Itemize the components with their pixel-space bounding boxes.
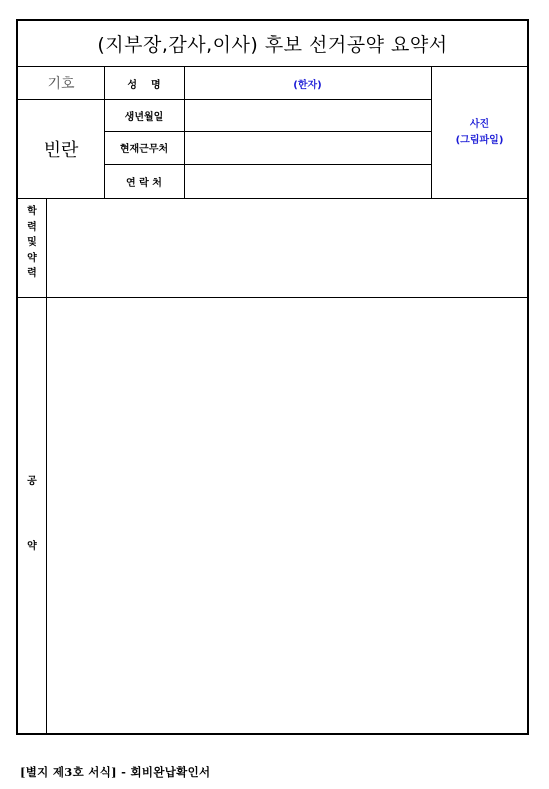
symbol-label: 기호 — [47, 76, 75, 92]
education-label-char: 학 — [27, 206, 37, 217]
education-label-char: 력 — [27, 268, 37, 279]
photo-box[interactable] — [432, 67, 527, 198]
pledge-label-char: 약 — [27, 541, 37, 552]
education-label-char: 력 — [27, 221, 37, 233]
education-field[interactable] — [47, 199, 527, 296]
name-hanja-field[interactable]: (한자) — [293, 79, 322, 91]
symbol-value[interactable]: 빈란 — [43, 139, 79, 161]
education-label-char: 약 — [27, 252, 37, 264]
pledge-field[interactable] — [47, 298, 527, 733]
education-label-char: 및 — [27, 237, 37, 248]
photo-label: 사진 — [469, 118, 490, 130]
birth-label: 생년월일 — [124, 111, 164, 123]
form-title: (지부장,감사,이사) 후보 선거공약 요약서 — [18, 21, 527, 67]
pledge-label — [18, 477, 46, 552]
election-pledge-form — [16, 19, 529, 735]
pledge-label-char: 공 — [27, 476, 37, 487]
birth-field[interactable] — [185, 100, 430, 130]
workplace-field[interactable] — [185, 132, 430, 163]
footer-caption: [별지 제3호 서식] - 회비완납확인서 — [20, 765, 211, 779]
education-label — [18, 204, 46, 282]
photo-sublabel: (그림파일) — [455, 134, 504, 146]
contact-field[interactable] — [185, 165, 430, 197]
workplace-label: 현재근무처 — [119, 144, 169, 155]
name-label: 성 명 — [127, 79, 161, 91]
contact-label: 연 락 처 — [126, 177, 162, 189]
